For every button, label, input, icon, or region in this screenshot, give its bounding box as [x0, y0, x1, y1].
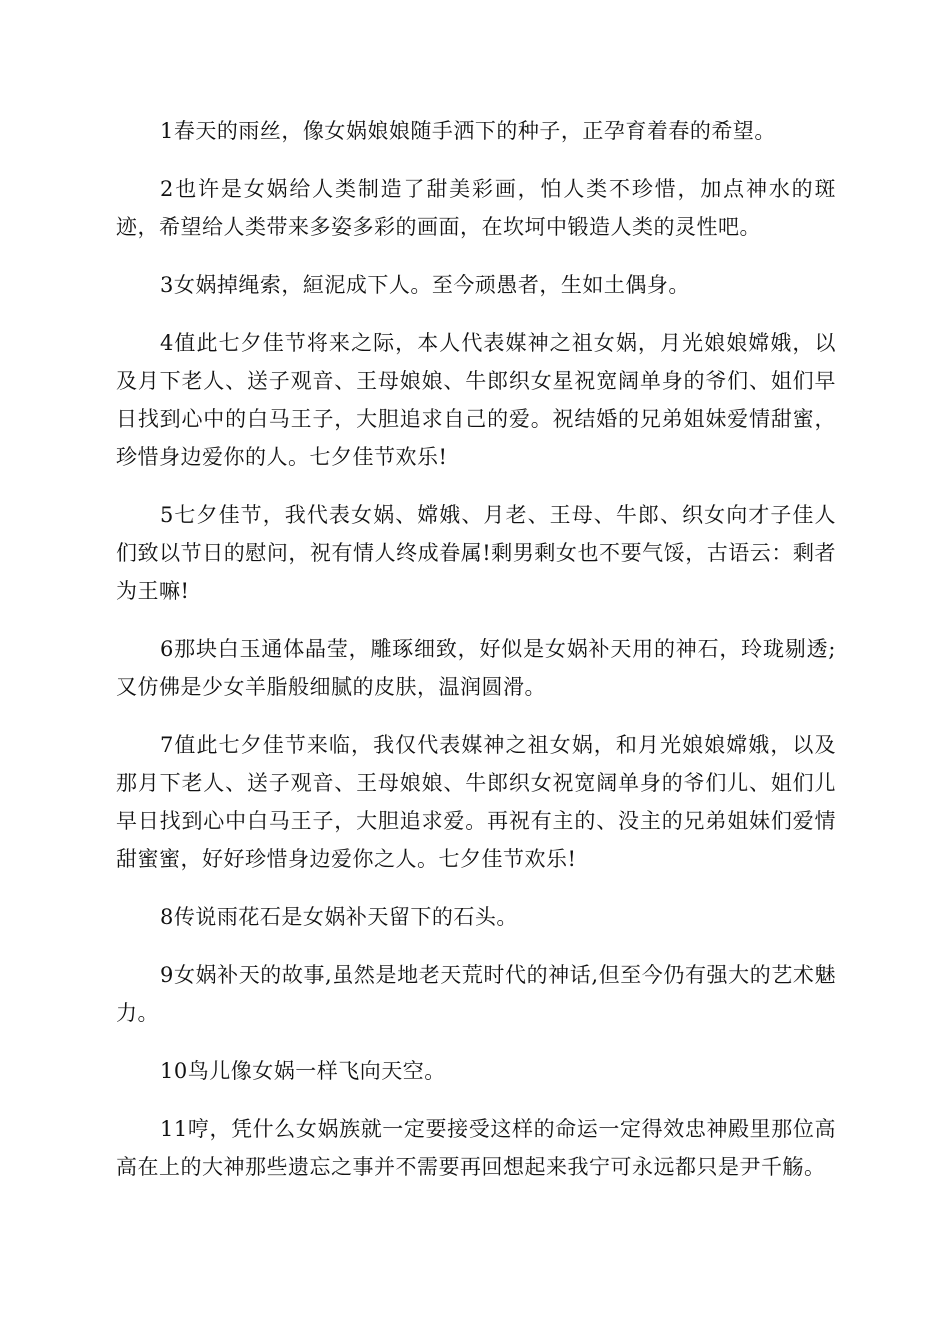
paragraph-3: 3女娲掉绳索，絙泥成下人。至今顽愚者，生如土偶身。	[160, 273, 690, 297]
paragraph-11: 11哼，凭什么女娲族就一定要接受这样的命运一定得效忠神殿里那位高高在上的大神那些遗忘之事并不需要再回想起来我宁可永远都只是尹千觞。	[116, 1117, 836, 1179]
paragraph-1: 1春天的雨丝，像女娲娘娘随手洒下的种子，正孕育着春的希望。	[160, 119, 776, 143]
document-body	[116, 112, 836, 1206]
paragraph-7: 7值此七夕佳节来临，我仅代表媒神之祖女娲，和月光娘娘嫦娥，以及那月下老人、送子观音、王母娘娘、牛郎织女祝宽阔单身的爷们儿、姐们儿早日找到心中白马王子，大胆追求爱。再祝有主的、没主的兄弟姐妹们爱情甜蜜蜜，好好珍惜身边爱你之人。七夕佳节欢乐!	[116, 733, 836, 871]
paragraph-4: 4值此七夕佳节将来之际，本人代表媒神之祖女娲，月光娘娘嫦娥，以及月下老人、送子观音、王母娘娘、牛郎织女星祝宽阔单身的爷们、姐们早日找到心中的白马王子，大胆追求自己的爱。祝结婚的兄弟姐妹爱情甜蜜，珍惜身边爱你的人。七夕佳节欢乐!	[116, 331, 836, 469]
paragraph-6: 6那块白玉通体晶莹，雕琢细致，好似是女娲补天用的神石，玲珑剔透;又仿佛是少女羊脂般细腻的皮肤，温润圆滑。	[116, 637, 836, 699]
paragraph-10: 10鸟儿像女娲一样飞向天空。	[160, 1059, 446, 1083]
paragraph-5: 5七夕佳节，我代表女娲、嫦娥、月老、王母、牛郎、织女向才子佳人们致以节日的慰问，祝有情人终成眷属!剩男剩女也不要气馁，古语云：剩者为王嘛!	[116, 503, 836, 603]
paragraph-9: 9女娲补天的故事,虽然是地老天荒时代的神话,但至今仍有强大的艺术魅力。	[116, 963, 836, 1025]
paragraph-8: 8传说雨花石是女娲补天留下的石头。	[160, 905, 518, 929]
paragraph-2: 2也许是女娲给人类制造了甜美彩画，怕人类不珍惜，加点神水的斑迹，希望给人类带来多姿多彩的画面，在坎坷中锻造人类的灵性吧。	[116, 177, 836, 239]
